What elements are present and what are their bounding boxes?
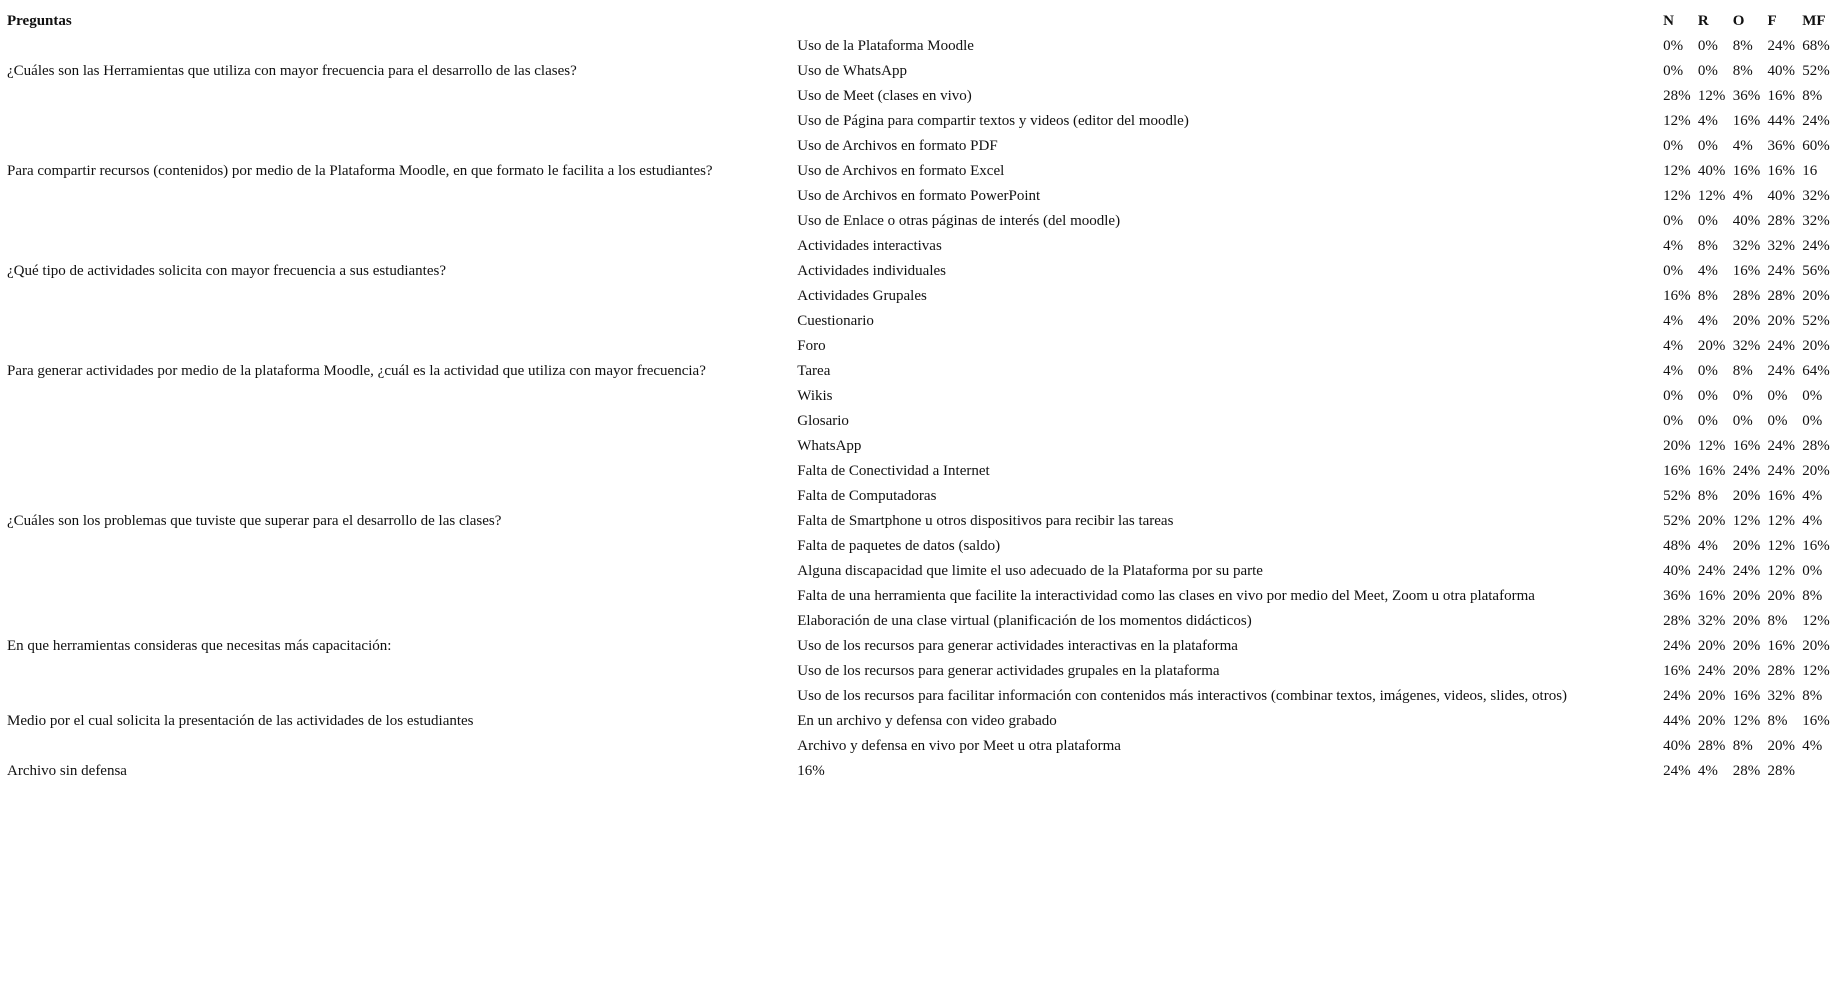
pct-f-cell: 40%: [1767, 187, 1795, 204]
pct-n-cell: 20%: [1663, 437, 1691, 454]
pct-n-cell: 16%: [1663, 287, 1691, 304]
pct-mf-cell: 8%: [1802, 687, 1823, 704]
header-row: [7, 8, 1837, 33]
pct-o-cell: 16%: [1732, 112, 1761, 129]
pct-n-cell: 16%: [1663, 462, 1691, 479]
pct-f-cell: 28%: [1767, 762, 1795, 779]
pct-f-cell: 24%: [1767, 437, 1795, 454]
item-cell: Uso de la Plataforma Moodle: [797, 37, 974, 54]
table-row: [7, 483, 1837, 508]
question-cell: [7, 583, 797, 608]
table-row: [7, 308, 1837, 333]
pct-mf-cell: [1802, 758, 1837, 783]
pct-f-cell: 36%: [1767, 137, 1795, 154]
pct-n-cell: 28%: [1663, 87, 1691, 104]
table-row: [7, 333, 1837, 358]
table-row: [7, 108, 1837, 133]
pct-mf-cell: 32%: [1802, 212, 1830, 229]
pct-mf-cell: 8%: [1802, 587, 1823, 604]
header-questions: Preguntas: [7, 12, 72, 29]
pct-f-cell: 32%: [1767, 237, 1795, 254]
pct-r-cell: 4%: [1697, 112, 1718, 129]
pct-r-cell: 8%: [1697, 487, 1718, 504]
pct-r-cell: 20%: [1697, 637, 1726, 654]
pct-o-cell: 20%: [1732, 637, 1761, 654]
pct-o-cell: 12%: [1732, 512, 1761, 529]
pct-o-cell: 40%: [1732, 212, 1761, 229]
table-row: [7, 758, 1837, 783]
table-row: [7, 458, 1837, 483]
pct-r-cell: 40%: [1697, 162, 1726, 179]
pct-r-cell: 16%: [1697, 462, 1726, 479]
item-cell: Actividades interactivas: [797, 237, 942, 254]
pct-n-cell: 28%: [1663, 612, 1691, 629]
item-cell: Foro: [797, 337, 826, 354]
question-cell: [7, 533, 797, 558]
pct-f-cell: 20%: [1767, 587, 1795, 604]
pct-f-cell: 0%: [1767, 387, 1788, 404]
item-cell: Uso de Enlace o otras páginas de interés (del moodle): [797, 212, 1121, 229]
table-row: [7, 258, 1837, 283]
question-cell: Archivo sin defensa: [7, 762, 127, 779]
question-cell: ¿Cuáles son las Herramientas que utiliza con mayor frecuencia para el desarrollo de las clases?: [7, 62, 577, 79]
pct-mf-cell: 0%: [1802, 562, 1823, 579]
question-cell: [7, 333, 797, 358]
pct-r-cell: 28%: [1697, 737, 1726, 754]
pct-mf-cell: 4%: [1802, 512, 1823, 529]
pct-f-cell: 20%: [1767, 312, 1795, 329]
pct-mf-cell: 68%: [1802, 37, 1830, 54]
pct-n-cell: 52%: [1663, 487, 1691, 504]
pct-f-cell: 16%: [1767, 637, 1795, 654]
item-cell: Archivo y defensa en vivo por Meet u otra plataforma: [797, 737, 1121, 754]
question-cell: [7, 608, 797, 633]
pct-o-cell: 24%: [1732, 562, 1761, 579]
pct-f-cell: 8%: [1767, 712, 1788, 729]
pct-mf-cell: 12%: [1802, 662, 1830, 679]
item-cell: Uso de Archivos en formato Excel: [797, 162, 1005, 179]
pct-o-cell: 20%: [1732, 587, 1761, 604]
item-cell: Uso de Página para compartir textos y videos (editor del moodle): [797, 112, 1189, 129]
pct-r-cell: 24%: [1697, 662, 1726, 679]
question-cell: Para compartir recursos (contenidos) por medio de la Plataforma Moodle, en que formato le facilita a los estudiantes?: [7, 162, 713, 179]
pct-mf-cell: 32%: [1802, 187, 1830, 204]
pct-f-cell: 12%: [1767, 512, 1795, 529]
pct-f-cell: 24%: [1767, 362, 1795, 379]
pct-o-cell: 20%: [1732, 662, 1761, 679]
question-cell: [7, 108, 797, 133]
question-cell: [7, 33, 797, 58]
item-cell: En un archivo y defensa con video grabado: [797, 712, 1057, 729]
pct-mf-cell: 60%: [1802, 137, 1830, 154]
item-cell: Falta de Conectividad a Internet: [797, 462, 990, 479]
pct-r-cell: 24%: [1697, 562, 1726, 579]
table-row: [7, 83, 1837, 108]
item-cell: Wikis: [797, 387, 833, 404]
pct-r-cell: 32%: [1697, 612, 1726, 629]
table-row: [7, 608, 1837, 633]
pct-o-cell: 28%: [1732, 762, 1761, 779]
pct-n-cell: 0%: [1663, 37, 1684, 54]
item-cell: Falta de Computadoras: [797, 487, 937, 504]
pct-n-cell: 12%: [1663, 112, 1691, 129]
pct-f-cell: 8%: [1767, 612, 1788, 629]
pct-n-cell: 12%: [1663, 187, 1691, 204]
pct-o-cell: 4%: [1732, 137, 1753, 154]
question-cell: [7, 83, 797, 108]
pct-o-cell: 8%: [1732, 362, 1753, 379]
pct-o-cell: 16%: [1732, 437, 1761, 454]
pct-mf-cell: 52%: [1802, 312, 1830, 329]
pct-mf-cell: 24%: [1802, 237, 1830, 254]
pct-f-cell: 28%: [1767, 212, 1795, 229]
pct-o-cell: 32%: [1732, 337, 1761, 354]
item-cell: Falta de una herramienta que facilite la interactividad como las clases en vivo por medio del Meet, Zoom u otra plataforma: [797, 587, 1535, 604]
pct-n-cell: 4%: [1663, 312, 1684, 329]
pct-mf-cell: 20%: [1802, 287, 1830, 304]
pct-n-cell: 12%: [1663, 162, 1691, 179]
pct-mf-cell: 8%: [1802, 87, 1823, 104]
table-row: [7, 408, 1837, 433]
table-row: [7, 558, 1837, 583]
table-row: [7, 133, 1837, 158]
pct-f-cell: 28%: [1767, 287, 1795, 304]
pct-f-cell: 0%: [1767, 412, 1788, 429]
pct-r-cell: 12%: [1697, 437, 1726, 454]
pct-mf-cell: 4%: [1802, 737, 1823, 754]
pct-o-cell: 12%: [1732, 712, 1761, 729]
pct-mf-cell: 20%: [1802, 637, 1830, 654]
question-cell: ¿Qué tipo de actividades solicita con mayor frecuencia a sus estudiantes?: [7, 262, 446, 279]
pct-r-cell: 0%: [1697, 62, 1718, 79]
table-row: [7, 733, 1837, 758]
pct-f-cell: 24%: [1767, 337, 1795, 354]
pct-n-cell: 36%: [1663, 587, 1691, 604]
pct-o-cell: 16%: [1732, 262, 1761, 279]
table-row: [7, 183, 1837, 208]
pct-n-cell: 16%: [1663, 662, 1691, 679]
header-f: F: [1767, 12, 1777, 29]
pct-r-cell: 0%: [1697, 362, 1718, 379]
pct-n-cell: 0%: [1663, 137, 1684, 154]
table-row: [7, 658, 1837, 683]
pct-r-cell: 20%: [1697, 712, 1726, 729]
pct-r-cell: 0%: [1697, 137, 1718, 154]
pct-mf-cell: 16: [1802, 162, 1818, 179]
pct-n-cell: 4%: [1663, 237, 1684, 254]
table-row: [7, 683, 1837, 708]
pct-mf-cell: 12%: [1802, 612, 1830, 629]
item-cell: Uso de los recursos para generar actividades interactivas en la plataforma: [797, 637, 1238, 654]
pct-o-cell: 20%: [1732, 612, 1761, 629]
pct-f-cell: 40%: [1767, 62, 1795, 79]
pct-r-cell: 20%: [1697, 687, 1726, 704]
pct-r-cell: 8%: [1697, 237, 1718, 254]
pct-r-cell: 8%: [1697, 287, 1718, 304]
question-cell: [7, 183, 797, 208]
pct-n-cell: 0%: [1663, 212, 1684, 229]
header-item: [797, 8, 1663, 33]
pct-r-cell: 0%: [1697, 412, 1718, 429]
pct-n-cell: 0%: [1663, 412, 1684, 429]
pct-r-cell: 4%: [1697, 262, 1718, 279]
pct-f-cell: 24%: [1767, 262, 1795, 279]
pct-r-cell: 12%: [1697, 87, 1726, 104]
table-row: [7, 233, 1837, 258]
question-cell: Medio por el cual solicita la presentación de las actividades de los estudiantes: [7, 712, 474, 729]
pct-mf-cell: 0%: [1802, 412, 1823, 429]
pct-f-cell: 28%: [1767, 662, 1795, 679]
pct-o-cell: 0%: [1732, 387, 1753, 404]
table-row: [7, 583, 1837, 608]
question-cell: [7, 233, 797, 258]
pct-r-cell: 20%: [1697, 337, 1726, 354]
header-r: R: [1697, 12, 1709, 29]
pct-o-cell: 20%: [1732, 537, 1761, 554]
item-cell: Alguna discapacidad que limite el uso adecuado de la Plataforma por su parte: [797, 562, 1263, 579]
item-cell: Uso de los recursos para facilitar información con contenidos más interactivos (combinar textos, imágenes, videos, slides, otros): [797, 687, 1568, 704]
pct-o-cell: 20%: [1732, 312, 1761, 329]
pct-r-cell: 0%: [1697, 37, 1718, 54]
pct-o-cell: 8%: [1732, 37, 1753, 54]
pct-o-cell: 0%: [1732, 412, 1753, 429]
pct-n-cell: 24%: [1663, 637, 1691, 654]
table-row: [7, 283, 1837, 308]
pct-r-cell: 4%: [1697, 537, 1718, 554]
survey-results-table: [7, 8, 1837, 783]
pct-n-cell: 0%: [1663, 387, 1684, 404]
table-row: [7, 508, 1837, 533]
question-cell: [7, 458, 797, 483]
table-row: [7, 383, 1837, 408]
item-cell: WhatsApp: [797, 437, 862, 454]
pct-f-cell: 12%: [1767, 562, 1795, 579]
pct-n-cell: 4%: [1663, 337, 1684, 354]
item-cell: Uso de Archivos en formato PowerPoint: [797, 187, 1041, 204]
pct-n-cell: 52%: [1663, 512, 1691, 529]
pct-mf-cell: 52%: [1802, 62, 1830, 79]
pct-n-cell: 44%: [1663, 712, 1691, 729]
pct-n-cell: 0%: [1663, 62, 1684, 79]
item-cell: Uso de Archivos en formato PDF: [797, 137, 998, 154]
pct-o-cell: 8%: [1732, 62, 1753, 79]
item-cell: Uso de WhatsApp: [797, 62, 907, 79]
pct-o-cell: 32%: [1732, 237, 1761, 254]
pct-f-cell: 32%: [1767, 687, 1795, 704]
question-cell: ¿Cuáles son los problemas que tuviste que superar para el desarrollo de las clases?: [7, 512, 502, 529]
table-row: [7, 58, 1837, 83]
question-cell: En que herramientas consideras que necesitas más capacitación:: [7, 637, 392, 654]
pct-f-cell: 16%: [1767, 487, 1795, 504]
question-cell: [7, 133, 797, 158]
pct-r-cell: 0%: [1697, 212, 1718, 229]
item-cell: Falta de paquetes de datos (saldo): [797, 537, 1001, 554]
pct-n-cell: 0%: [1663, 262, 1684, 279]
pct-n-cell: 24%: [1663, 762, 1691, 779]
item-cell: Tarea: [797, 362, 831, 379]
pct-mf-cell: 56%: [1802, 262, 1830, 279]
item-cell: Uso de los recursos para generar actividades grupales en la plataforma: [797, 662, 1220, 679]
question-cell: [7, 283, 797, 308]
table-row: [7, 633, 1837, 658]
header-o: O: [1732, 12, 1745, 29]
pct-f-cell: 24%: [1767, 37, 1795, 54]
pct-n-cell: 40%: [1663, 562, 1691, 579]
table-row: [7, 708, 1837, 733]
pct-r-cell: 4%: [1697, 312, 1718, 329]
question-cell: [7, 208, 797, 233]
pct-n-cell: 40%: [1663, 737, 1691, 754]
pct-f-cell: 12%: [1767, 537, 1795, 554]
pct-mf-cell: 24%: [1802, 112, 1830, 129]
question-cell: [7, 733, 797, 758]
item-cell: Glosario: [797, 412, 849, 429]
pct-o-cell: 16%: [1732, 162, 1761, 179]
pct-o-cell: 28%: [1732, 287, 1761, 304]
pct-r-cell: 0%: [1697, 387, 1718, 404]
pct-mf-cell: 0%: [1802, 387, 1823, 404]
pct-f-cell: 24%: [1767, 462, 1795, 479]
table-row: [7, 208, 1837, 233]
question-cell: [7, 483, 797, 508]
table-header: [7, 8, 1837, 33]
question-cell: [7, 658, 797, 683]
table-row: [7, 33, 1837, 58]
question-cell: [7, 383, 797, 408]
pct-r-cell: 4%: [1697, 762, 1718, 779]
item-cell: Actividades individuales: [797, 262, 946, 279]
pct-r-cell: 16%: [1697, 587, 1726, 604]
table-row: [7, 358, 1837, 383]
pct-mf-cell: 4%: [1802, 487, 1823, 504]
table-row: [7, 158, 1837, 183]
pct-r-cell: 12%: [1697, 187, 1726, 204]
question-cell: [7, 408, 797, 433]
pct-f-cell: 44%: [1767, 112, 1795, 129]
pct-r-cell: 20%: [1697, 512, 1726, 529]
table-row: [7, 433, 1837, 458]
header-mf: MF: [1802, 12, 1826, 29]
pct-n-cell: 4%: [1663, 362, 1684, 379]
item-cell: Uso de Meet (clases en vivo): [797, 87, 972, 104]
pct-n-cell: 48%: [1663, 537, 1691, 554]
question-cell: [7, 683, 797, 708]
item-cell: Elaboración de una clase virtual (planificación de los momentos didácticos): [797, 612, 1252, 629]
pct-n-cell: 24%: [1663, 687, 1691, 704]
pct-f-cell: 20%: [1767, 737, 1795, 754]
pct-mf-cell: 16%: [1802, 537, 1830, 554]
table-body: [7, 33, 1837, 783]
pct-mf-cell: 20%: [1802, 462, 1830, 479]
header-n: N: [1663, 12, 1674, 29]
pct-mf-cell: 16%: [1802, 712, 1830, 729]
table-row: [7, 533, 1837, 558]
item-cell: Falta de Smartphone u otros dispositivos para recibir las tareas: [797, 512, 1174, 529]
question-cell: [7, 308, 797, 333]
pct-o-cell: 36%: [1732, 87, 1761, 104]
item-cell: Actividades Grupales: [797, 287, 927, 304]
pct-mf-cell: 28%: [1802, 437, 1830, 454]
question-cell: [7, 558, 797, 583]
pct-o-cell: 20%: [1732, 487, 1761, 504]
question-cell: [7, 433, 797, 458]
pct-mf-cell: 20%: [1802, 337, 1830, 354]
pct-o-cell: 8%: [1732, 737, 1753, 754]
pct-o-cell: 16%: [1732, 687, 1761, 704]
pct-f-cell: 16%: [1767, 87, 1795, 104]
question-cell: Para generar actividades por medio de la plataforma Moodle, ¿cuál es la actividad que utiliza con mayor frecuencia?: [7, 362, 706, 379]
pct-f-cell: 16%: [1767, 162, 1795, 179]
item-cell: 16%: [797, 762, 825, 779]
pct-o-cell: 24%: [1732, 462, 1761, 479]
pct-o-cell: 4%: [1732, 187, 1753, 204]
pct-mf-cell: 64%: [1802, 362, 1830, 379]
item-cell: Cuestionario: [797, 312, 874, 329]
